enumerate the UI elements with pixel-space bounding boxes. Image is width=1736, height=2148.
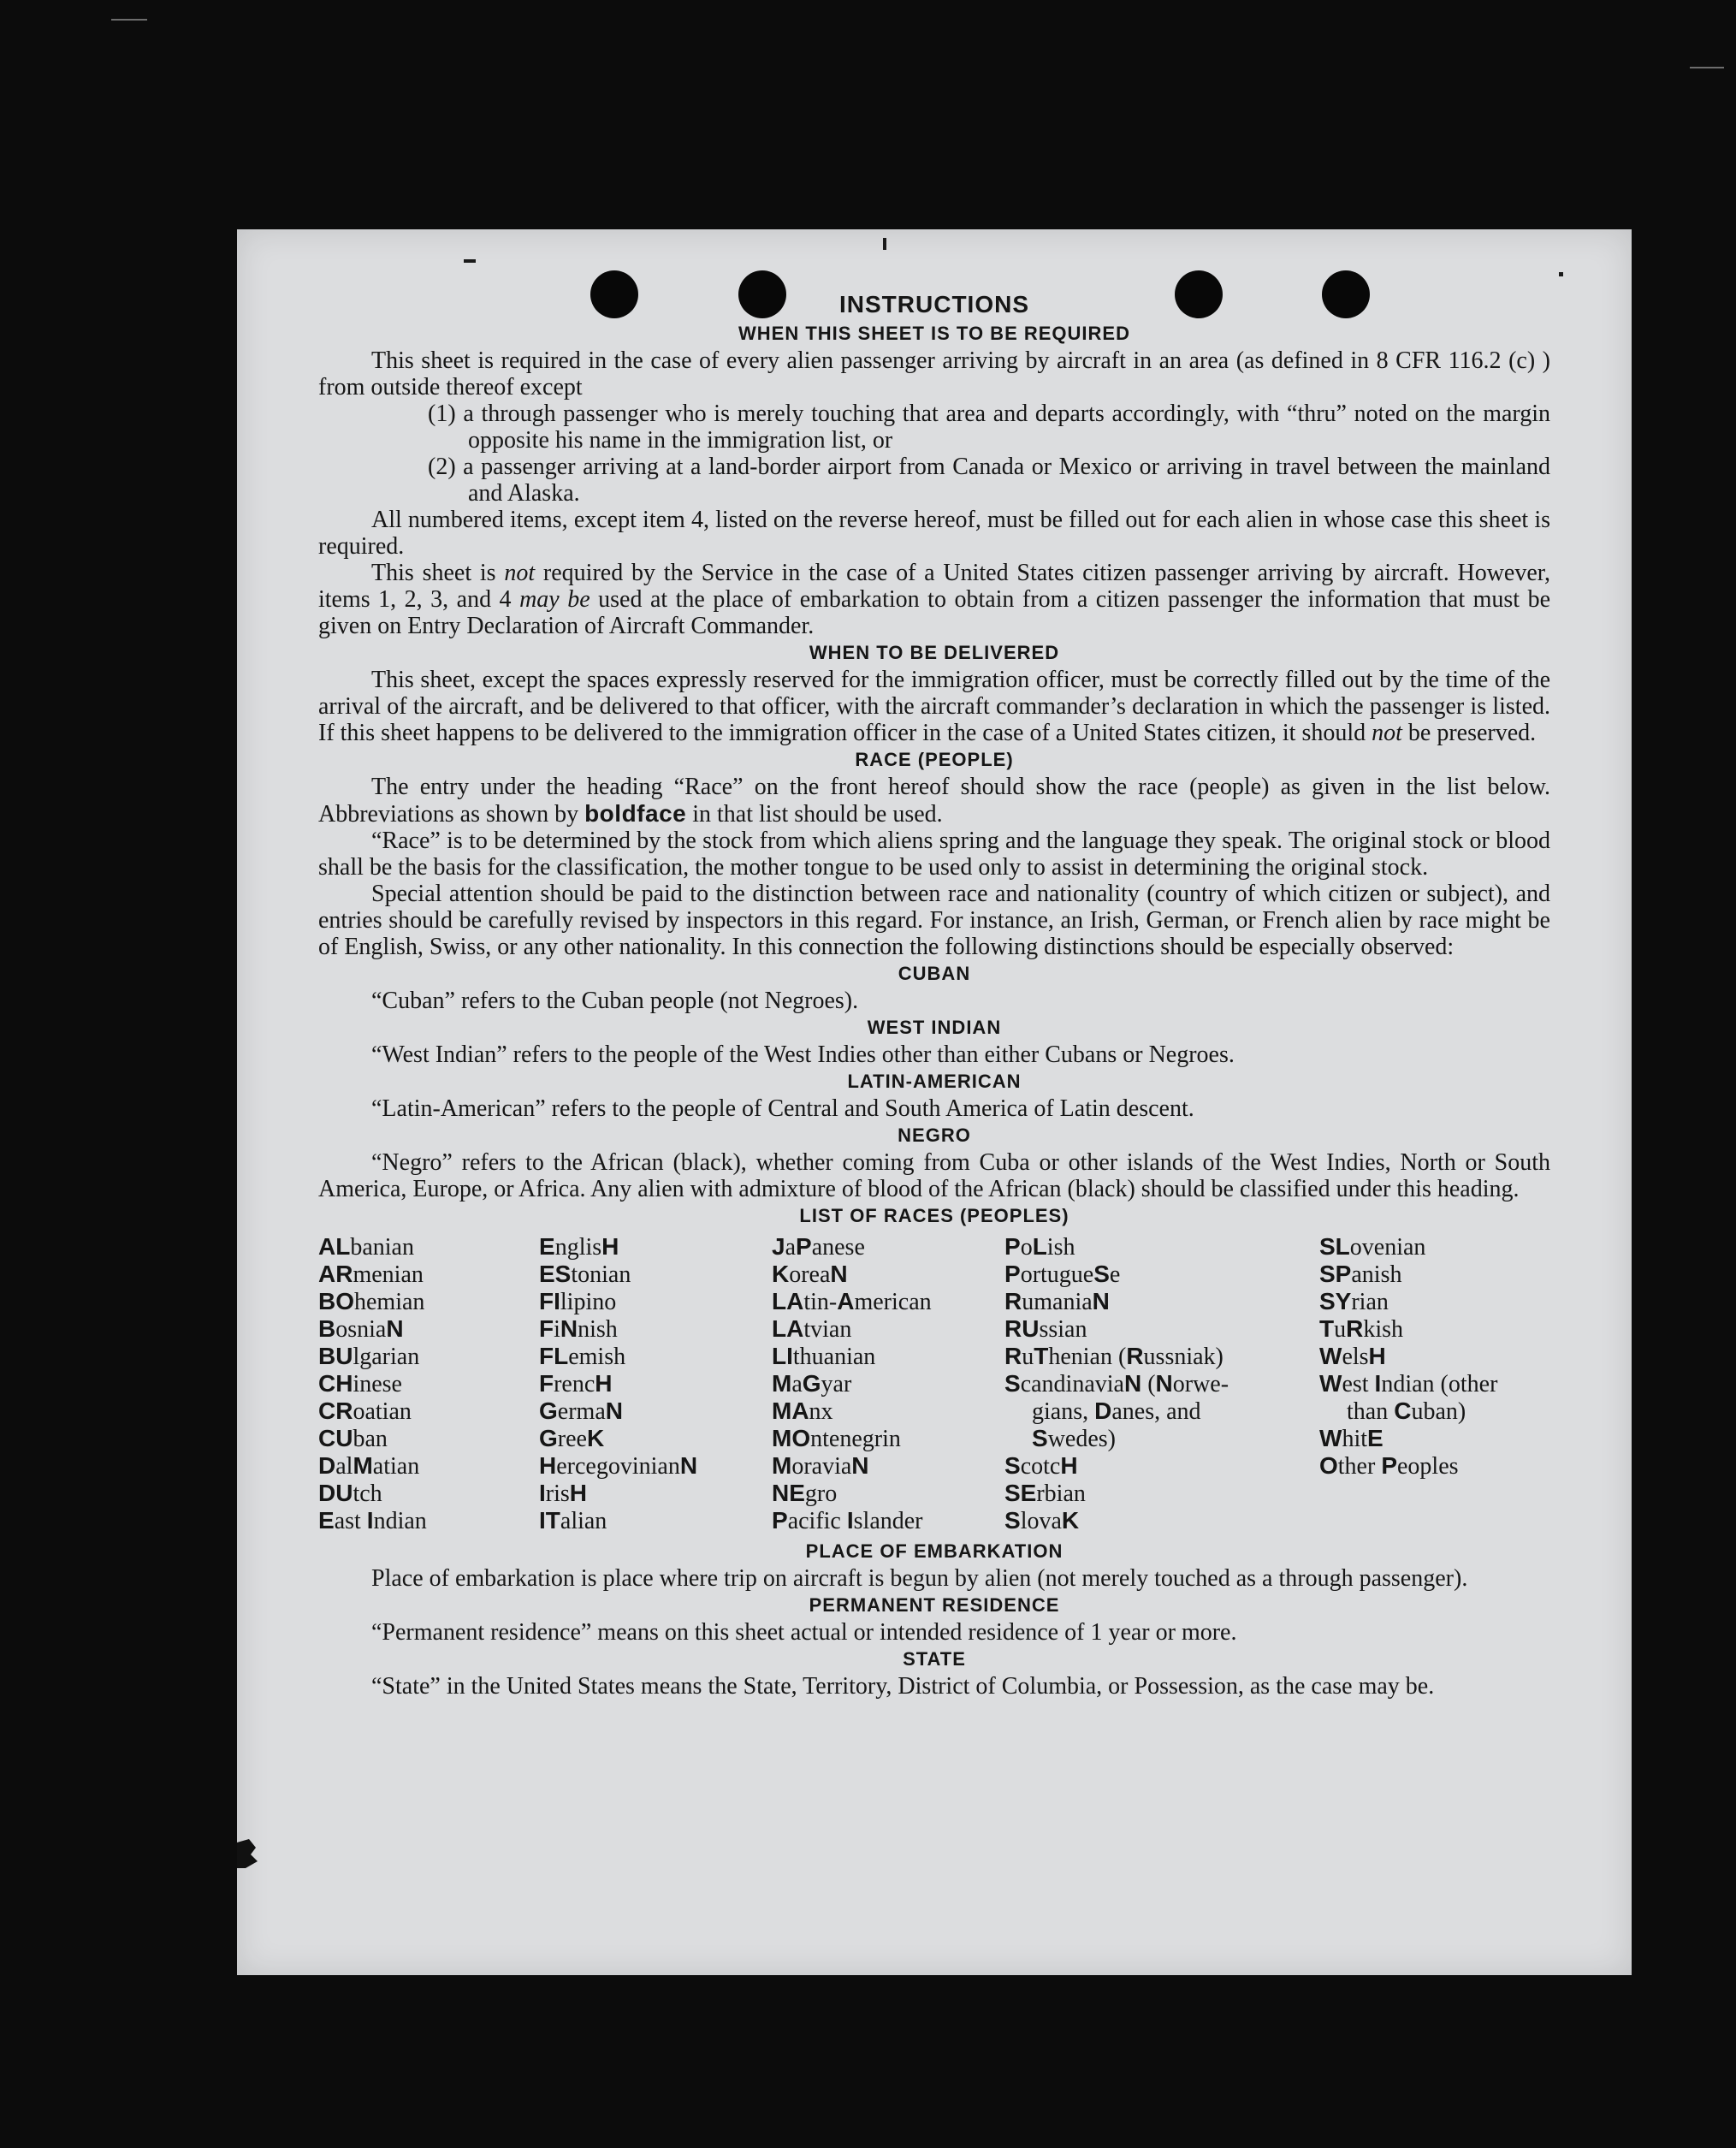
abbreviation-letters: J <box>772 1233 785 1260</box>
races-column <box>772 1233 1004 1534</box>
page-title: INSTRUCTIONS <box>839 291 1029 317</box>
italic-text: not <box>504 560 536 586</box>
race-entry: IrisH <box>539 1480 588 1507</box>
race-entry: MAnx <box>772 1397 833 1425</box>
race-entry: FLemish <box>539 1343 626 1370</box>
abbreviation-letters: O <box>1319 1452 1338 1479</box>
abbreviation-letters: K <box>772 1261 790 1287</box>
race-entry: WelsH <box>1319 1343 1386 1370</box>
race-entry: EStonian <box>539 1261 631 1288</box>
paragraph <box>318 560 1550 639</box>
abbreviation-letters: I <box>366 1507 374 1534</box>
sheet-content <box>318 289 1550 1700</box>
race-entry: SlovaK <box>1004 1507 1080 1534</box>
abbreviation-letters: W <box>1319 1343 1342 1369</box>
race-entry: NEgro <box>772 1480 838 1507</box>
paragraph: Special attention should be paid to the distinction between race and nationality (country of which citizen or subject), and entries should be carefully revised by inspectors in this regard. For instance, an Irish, German, or French alien by race might be of English, Swiss, or any other nationality. In this connection the following distinctions should be especially observed: <box>318 881 1550 960</box>
race-entry: SYrian <box>1319 1288 1389 1315</box>
race-entry: SErbian <box>1004 1480 1086 1507</box>
abbreviation-letters: H <box>569 1480 588 1506</box>
section-heading-race: RACE (PEOPLE) <box>855 749 1014 770</box>
race-entry: MaGyar <box>772 1370 852 1397</box>
abbreviation-letters: P <box>796 1233 812 1260</box>
paragraph: This sheet is required in the case of every alien passenger arriving by aircraft in an area (as defined in 8 CFR 116.2 (c) ) from outside thereof except <box>318 347 1550 401</box>
races-table <box>318 1233 1550 1534</box>
instruction-sheet <box>237 229 1632 1975</box>
race-entry: HercegovinianN <box>539 1452 698 1480</box>
abbreviation-letters: F <box>539 1370 554 1397</box>
race-entry: PoLish <box>1004 1233 1075 1261</box>
race-entry: SLovenian <box>1319 1233 1426 1261</box>
abbreviation-letters: T <box>1034 1343 1049 1369</box>
abbreviation-letters: MA <box>772 1397 809 1424</box>
abbreviation-letters: N <box>560 1315 578 1342</box>
race-entry: BosniaN <box>318 1315 404 1343</box>
abbreviation-letters: R <box>1126 1343 1144 1369</box>
abbreviation-letters: FI <box>539 1288 560 1314</box>
abbreviation-letters: N <box>1155 1370 1173 1397</box>
paragraph: “State” in the United States means the State, Territory, District of Columbia, or Possession, as the case may be. <box>371 1673 1435 1700</box>
italic-text: may be <box>519 586 590 613</box>
text-run: This sheet is <box>371 560 505 586</box>
stray-mark <box>1559 272 1563 276</box>
abbreviation-letters: E <box>1367 1425 1383 1451</box>
race-entry: EnglisH <box>539 1233 619 1261</box>
abbreviation-letters: L <box>1032 1233 1047 1260</box>
abbreviation-letters: AR <box>318 1261 353 1287</box>
abbreviation-letters: LI <box>772 1343 793 1369</box>
abbreviation-letters: IT <box>539 1507 560 1534</box>
races-column <box>1319 1233 1550 1534</box>
abbreviation-letters: R <box>1004 1343 1022 1369</box>
italic-text: not <box>1372 720 1402 746</box>
abbreviation-letters: I <box>846 1507 854 1534</box>
abbreviation-letters: NE <box>772 1480 805 1506</box>
paragraph: “Negro” refers to the African (black), whether coming from Cuba or other islands of the West Indies, North or South America, Europe, or Africa. Any alien with admixture of blood of the African (black) should be classified under this heading. <box>318 1149 1550 1202</box>
race-entry: KoreaN <box>772 1261 848 1288</box>
abbreviation-letters: FL <box>539 1343 569 1369</box>
paragraph: All numbered items, except item 4, listed on the reverse hereof, must be filled out for each alien in whose case this sheet is required. <box>318 507 1550 560</box>
list-item: (1) a through passenger who is merely touching that area and departs accordingly, with “thru” noted on the margin opposite his name in the immigration list, or <box>428 401 1550 454</box>
race-entry: GermaN <box>539 1397 623 1425</box>
abbreviation-letters: DU <box>318 1480 353 1506</box>
race-entry: FiNnish <box>539 1315 618 1343</box>
abbreviation-letters: N <box>386 1315 404 1342</box>
abbreviation-letters: G <box>539 1397 558 1424</box>
abbreviation-letters: S <box>1093 1261 1110 1287</box>
abbreviation-letters: N <box>1092 1288 1110 1314</box>
abbreviation-letters: G <box>539 1425 558 1451</box>
abbreviation-letters: N <box>851 1452 869 1479</box>
text-run: be preserved. <box>1401 720 1537 746</box>
paragraph <box>318 774 1550 828</box>
abbreviation-letters: R <box>1004 1288 1022 1314</box>
race-entry: TuRkish <box>1319 1315 1404 1343</box>
abbreviation-letters: N <box>1123 1370 1142 1397</box>
abbreviation-letters: B <box>318 1315 336 1342</box>
bold-text: boldface <box>584 800 687 827</box>
race-entry: JaPanese <box>772 1233 865 1261</box>
paragraph: Place of embarkation is place where trip on aircraft is begun by alien (not merely touched as a through passenger). <box>371 1565 1468 1592</box>
section-heading-embarkation: PLACE OF EMBARKATION <box>805 1540 1064 1562</box>
races-column <box>1004 1233 1319 1534</box>
abbreviation-letters: SL <box>1319 1233 1350 1260</box>
race-entry: than Cuban) <box>1347 1397 1466 1425</box>
section-heading-latin-american: LATIN-AMERICAN <box>847 1071 1022 1092</box>
abbreviation-letters: LA <box>772 1315 804 1342</box>
race-entry: Other Peoples <box>1319 1452 1459 1480</box>
abbreviation-letters: N <box>679 1452 698 1479</box>
abbreviation-letters: SY <box>1319 1288 1352 1314</box>
race-entry: MOntenegrin <box>772 1425 901 1452</box>
abbreviation-letters: D <box>1094 1397 1112 1424</box>
abbreviation-letters: S <box>1004 1452 1021 1479</box>
race-entry: RumaniaN <box>1004 1288 1110 1315</box>
race-entry: CHinese <box>318 1370 402 1397</box>
abbreviation-letters: RU <box>1004 1315 1040 1342</box>
section-heading-west-indian: WEST INDIAN <box>867 1017 1002 1038</box>
race-entry: PortugueSe <box>1004 1261 1121 1288</box>
race-entry: ScotcH <box>1004 1452 1078 1480</box>
stray-mark <box>883 238 886 250</box>
paragraph: “Latin-American” refers to the people of Central and South America of Latin descent. <box>371 1095 1194 1122</box>
text-run: in that list should be used. <box>686 801 943 828</box>
abbreviation-letters: W <box>1319 1425 1342 1451</box>
race-entry: Pacific Islander <box>772 1507 923 1534</box>
abbreviation-letters: ES <box>539 1261 572 1287</box>
paragraph: “Race” is to be determined by the stock from which aliens spring and the language they speak. The original stock or blood shall be the basis for the classification, the mother tongue to be used only to assist in determining the original stock. <box>318 828 1550 881</box>
race-entry: Swedes) <box>1032 1425 1116 1452</box>
abbreviation-letters: M <box>353 1452 373 1479</box>
torn-corner-mark <box>237 1834 280 1868</box>
abbreviation-letters: CH <box>318 1370 353 1397</box>
abbreviation-letters: S <box>1004 1370 1021 1397</box>
abbreviation-letters: P <box>772 1507 788 1534</box>
abbreviation-letters: S <box>1004 1507 1021 1534</box>
abbreviation-letters: A <box>837 1288 855 1314</box>
abbreviation-letters: E <box>318 1507 335 1534</box>
abbreviation-letters: M <box>772 1452 792 1479</box>
race-entry: ARmenian <box>318 1261 424 1288</box>
abbreviation-letters: P <box>1004 1261 1021 1287</box>
text-run: used at the place of embarkation to obtain from a citizen passenger the information that must be given on Entry Declaration of Aircraft Commander. <box>318 586 1551 639</box>
race-entry: ScandinaviaN (Norwe- <box>1004 1370 1229 1397</box>
abbreviation-letters: F <box>539 1315 554 1342</box>
abbreviation-letters: MO <box>772 1425 811 1451</box>
list-item: (2) a passenger arriving at a land-border airport from Canada or Mexico or arriving in travel between the mainland and Alaska. <box>428 454 1550 507</box>
race-entry: ALbanian <box>318 1233 414 1261</box>
paragraph: “Cuban” refers to the Cuban people (not Negroes). <box>371 988 859 1014</box>
abbreviation-letters: K <box>1061 1507 1080 1534</box>
races-column <box>318 1233 539 1534</box>
abbreviation-letters: N <box>605 1397 623 1424</box>
abbreviation-letters: LA <box>772 1288 804 1314</box>
race-entry: BOhemian <box>318 1288 425 1315</box>
section-heading-cuban: CUBAN <box>898 963 971 984</box>
abbreviation-letters: G <box>802 1370 821 1397</box>
abbreviation-letters: N <box>830 1261 848 1287</box>
race-entry: RuThenian (Russniak) <box>1004 1343 1223 1370</box>
race-entry: East Indian <box>318 1507 427 1534</box>
abbreviation-letters: H <box>595 1370 613 1397</box>
race-entry: MoraviaN <box>772 1452 869 1480</box>
abbreviation-letters: S <box>1032 1425 1048 1451</box>
race-entry: FrencH <box>539 1370 613 1397</box>
abbreviation-letters: H <box>1060 1452 1078 1479</box>
race-entry: LIthuanian <box>772 1343 876 1370</box>
scan-mark <box>1690 67 1724 68</box>
section-heading-when-required: WHEN THIS SHEET IS TO BE REQUIRED <box>738 323 1130 344</box>
abbreviation-letters: P <box>1381 1452 1397 1479</box>
abbreviation-letters: M <box>772 1370 792 1397</box>
section-heading-list-of-races: LIST OF RACES (PEOPLES) <box>799 1205 1069 1226</box>
section-heading-residence: PERMANENT RESIDENCE <box>809 1594 1060 1616</box>
abbreviation-letters: D <box>318 1452 336 1479</box>
race-entry: FIlipino <box>539 1288 617 1315</box>
race-entry: SPanish <box>1319 1261 1402 1288</box>
stray-mark <box>464 259 476 263</box>
abbreviation-letters: BO <box>318 1288 354 1314</box>
abbreviation-letters: I <box>539 1480 546 1506</box>
abbreviation-letters: SE <box>1004 1480 1037 1506</box>
race-entry: CUban <box>318 1425 388 1452</box>
abbreviation-letters: CU <box>318 1425 353 1451</box>
abbreviation-letters: K <box>586 1425 605 1451</box>
section-heading-state: STATE <box>903 1648 966 1670</box>
race-entry: CRoatian <box>318 1397 412 1425</box>
abbreviation-letters: E <box>539 1233 555 1260</box>
abbreviation-letters: P <box>1004 1233 1021 1260</box>
race-entry: LAtvian <box>772 1315 852 1343</box>
race-entry: WhitE <box>1319 1425 1383 1452</box>
race-entry: West Indian (other <box>1319 1370 1498 1397</box>
abbreviation-letters: BU <box>318 1343 353 1369</box>
race-entry: GreeK <box>539 1425 605 1452</box>
race-entry: ITalian <box>539 1507 607 1534</box>
abbreviation-letters: I <box>1374 1370 1382 1397</box>
section-heading-negro: NEGRO <box>898 1124 971 1146</box>
race-entry: LAtin-American <box>772 1288 932 1315</box>
text-run: This sheet, except the spaces expressly reserved for the immigration officer, must be correctly filled out by the time of the arrival of the aircraft, and be delivered to that officer, with the aircraft commander’s declaration in which the passenger is listed. If this sheet happens to be delivered to the immigration officer in the case of a United States citizen, it should <box>318 667 1550 746</box>
abbreviation-letters: H <box>1368 1343 1386 1369</box>
scan-mark <box>111 19 147 21</box>
race-entry: gians, Danes, and <box>1032 1397 1201 1425</box>
text-run: required by the Service in the case of a United States citizen passenger arriving by aircraft. However, items 1, 2, 3, and 4 <box>318 560 1550 613</box>
race-entry: DUtch <box>318 1480 382 1507</box>
abbreviation-letters: SP <box>1319 1261 1352 1287</box>
section-heading-when-delivered: WHEN TO BE DELIVERED <box>809 642 1060 663</box>
paragraph: “Permanent residence” means on this sheet actual or intended residence of 1 year or more. <box>371 1619 1237 1646</box>
paragraph <box>318 667 1550 746</box>
race-entry: BUlgarian <box>318 1343 420 1370</box>
abbreviation-letters: W <box>1319 1370 1342 1397</box>
abbreviation-letters: CR <box>318 1397 353 1424</box>
abbreviation-letters: C <box>1394 1397 1412 1424</box>
race-entry: DalMatian <box>318 1452 420 1480</box>
text-run: The entry under the heading “Race” on the front hereof should show the race (people) as given in the list below. Abbreviations as shown by <box>318 774 1550 828</box>
paragraph: “West Indian” refers to the people of the West Indies other than either Cubans or Negroes. <box>371 1041 1235 1068</box>
races-column <box>539 1233 772 1534</box>
abbreviation-letters: T <box>1319 1315 1335 1342</box>
abbreviation-letters: AL <box>318 1233 351 1260</box>
abbreviation-letters: H <box>539 1452 557 1479</box>
race-entry: RUssian <box>1004 1315 1087 1343</box>
abbreviation-letters: R <box>1346 1315 1364 1342</box>
abbreviation-letters: H <box>601 1233 619 1260</box>
